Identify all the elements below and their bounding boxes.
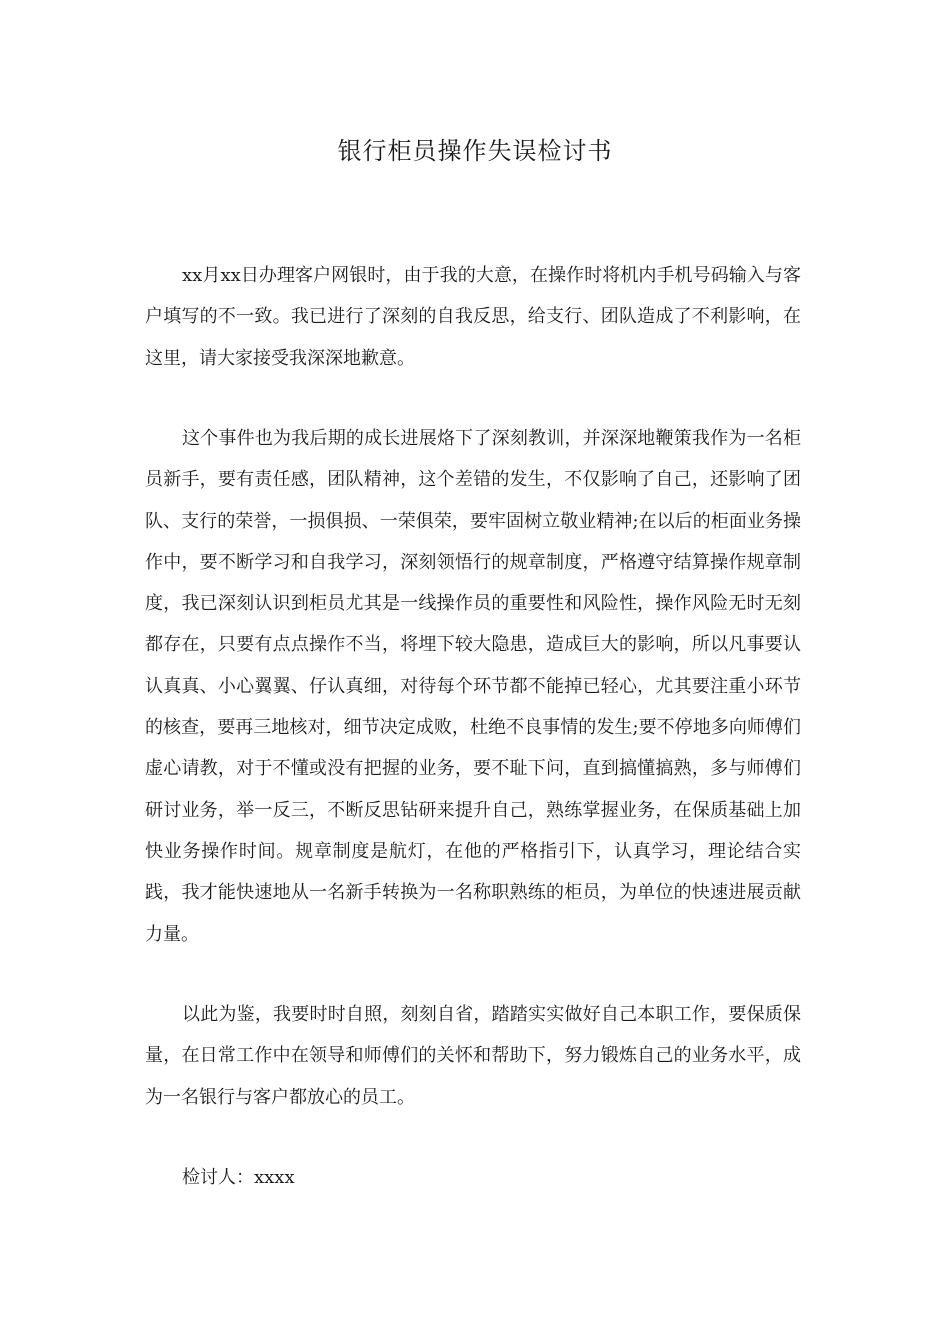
document-title: 银行柜员操作失误检讨书 xyxy=(337,137,613,165)
signature-line: 检讨人：xxxx xyxy=(182,1167,295,1188)
paragraph-3: 以此为鉴，我要时时自照，刻刻自省，踏踏实实做好自己本职工作，要保质保量，在日常工作中在领导和师傅们的关怀和帮助下，努力锻炼自己的业务水平，成为一名银行与客户都放心的员工。 xyxy=(145,1004,801,1108)
paragraph-1: xx月xx日办理客户网银时，由于我的大意，在操作时将机内手机号码输入与客户填写的不一致。我已进行了深刻的自我反思，给支行、团队造成了不利影响，在这里，请大家接受我深深地歉意。 xyxy=(145,265,801,369)
paragraph-2: 这个事件也为我后期的成长进展烙下了深刻教训，并深深地鞭策我作为一名柜员新手，要有责任感，团队精神，这个差错的发生，不仅影响了自己，还影响了团队、支行的荣誉，一损俱损、一荣俱荣，要牢固树立敬业精神;在以后的柜面业务操作中，要不断学习和自我学习，深刻领悟行的规章制度，严格遵守结算操作规章制度，我已深刻认识到柜员尤其是一线操作员的重要性和风险性，操作风险无时无刻都存在，只要有点点操作不当，将埋下较大隐患，造成巨大的影响，所以凡事要认认真真、小心翼翼、仔认真细，对待每个环节都不能掉已轻心，尤其要注重小环节的核查，要再三地核对，细节决定成败，杜绝不良事情的发生;要不停地多向师傅们虚心请教，对于不懂或没有把握的业务，要不耻下问，直到搞懂搞熟，多与师傅们研讨业务，举一反三，不断反思钻研来提升自己，熟练掌握业务，在保质基础上加快业务操作时间。规章制度是航灯，在他的严格指引下，认真学习，理论结合实践，我才能快速地从一名新手转换为一名称职熟练的柜员，为单位的快速进展贡献力量。 xyxy=(145,428,801,945)
